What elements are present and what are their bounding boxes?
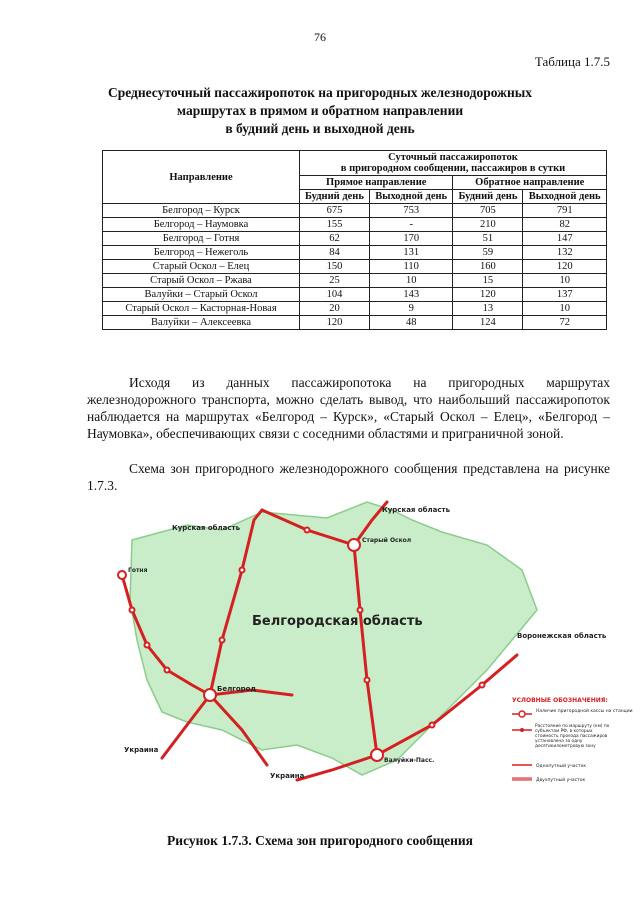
title-line-1: Среднесуточный пассажиропоток на пригородных железнодорожных bbox=[107, 85, 533, 100]
cell-backward-weekday: 124 bbox=[453, 316, 523, 330]
cell-forward-weekend: 110 bbox=[369, 260, 453, 274]
legend-item-distance: Расстояние по маршруту (км) по субъектам РФ, в которых стоимость проезда пассажиров установлена за одну десятикилометровую зону bbox=[535, 724, 610, 749]
belgorod-region-shape bbox=[130, 502, 537, 775]
header-forward-weekday: Будний день bbox=[300, 190, 370, 204]
station-valuyki bbox=[371, 749, 383, 761]
map-legend bbox=[512, 697, 633, 783]
ukraine-left-label: Украина bbox=[124, 746, 159, 754]
cell-backward-weekday: 160 bbox=[453, 260, 523, 274]
title-line-2: маршрутах в прямом и обратном направлении bbox=[176, 103, 464, 118]
cell-direction: Старый Оскол – Касторная-Новая bbox=[103, 302, 300, 316]
cell-forward-weekday: 20 bbox=[300, 302, 370, 316]
header-daily-flow-line-2: в пригородном сообщении, пассажиров в сутки bbox=[340, 163, 566, 174]
header-backward-weekday: Будний день bbox=[453, 190, 523, 204]
cell-forward-weekday: 84 bbox=[300, 246, 370, 260]
passenger-flow-table bbox=[102, 150, 607, 330]
kursk-region-left-label: Курская область bbox=[172, 524, 241, 532]
station-stary-oskol bbox=[348, 539, 360, 551]
cell-forward-weekend: 753 bbox=[369, 204, 453, 218]
header-backward: Обратное направление bbox=[453, 176, 607, 190]
cell-backward-weekend: 82 bbox=[523, 218, 607, 232]
cell-backward-weekday: 51 bbox=[453, 232, 523, 246]
cell-forward-weekend: - bbox=[369, 218, 453, 232]
region-label: Белгородская область bbox=[252, 614, 423, 629]
paragraph-scheme-reference: Схема зон пригородного железнодорожного сообщения представлена на рисунке 1.7.3. bbox=[87, 461, 610, 493]
cell-backward-weekend: 791 bbox=[523, 204, 607, 218]
header-forward: Прямое направление bbox=[300, 176, 453, 190]
cell-forward-weekend: 170 bbox=[369, 232, 453, 246]
cell-direction: Старый Оскол – Ржава bbox=[103, 274, 300, 288]
cell-direction: Валуйки – Алексеевка bbox=[103, 316, 300, 330]
legend-title: УСЛОВНЫЕ ОБОЗНАЧЕНИЯ: bbox=[512, 697, 608, 704]
station-gotnya-label: Готня bbox=[128, 567, 148, 574]
cell-backward-weekend: 137 bbox=[523, 288, 607, 302]
table-row bbox=[103, 302, 607, 316]
figure-caption: Рисунок 1.7.3. Схема зон пригородного сообщения bbox=[167, 833, 473, 848]
cell-forward-weekend: 131 bbox=[369, 246, 453, 260]
cell-backward-weekday: 59 bbox=[453, 246, 523, 260]
cell-backward-weekday: 15 bbox=[453, 274, 523, 288]
cell-forward-weekday: 104 bbox=[300, 288, 370, 302]
cell-backward-weekend: 147 bbox=[523, 232, 607, 246]
cell-backward-weekday: 120 bbox=[453, 288, 523, 302]
cell-direction: Белгород – Наумовка bbox=[103, 218, 300, 232]
cell-direction: Белгород – Курск bbox=[103, 204, 300, 218]
header-daily-flow-line-1: Суточный пассажиропоток bbox=[388, 152, 518, 163]
table-label: Таблица 1.7.5 bbox=[534, 54, 610, 69]
cell-backward-weekday: 210 bbox=[453, 218, 523, 232]
station-valuyki-label: Валуйки-Пасс. bbox=[384, 757, 435, 764]
table-row bbox=[103, 204, 607, 218]
header-direction: Направление bbox=[103, 151, 300, 204]
cell-forward-weekday: 62 bbox=[300, 232, 370, 246]
table-row bbox=[103, 232, 607, 246]
header-daily-flow bbox=[300, 151, 607, 176]
legend-item-single-track: Однопутный участок bbox=[536, 764, 587, 769]
station-gotnya bbox=[118, 571, 126, 579]
cell-forward-weekend: 10 bbox=[369, 274, 453, 288]
cell-direction: Белгород – Готня bbox=[103, 232, 300, 246]
voronezh-region-label: Воронежская область bbox=[517, 632, 607, 640]
cell-direction: Старый Оскол – Елец bbox=[103, 260, 300, 274]
cell-forward-weekend: 48 bbox=[369, 316, 453, 330]
ticket-office-icon bbox=[519, 711, 525, 717]
legend-item-ticket-office bbox=[536, 707, 633, 714]
header-forward-weekend: Выходной день bbox=[369, 190, 453, 204]
legend-item-double-track: Двухпутный участок bbox=[536, 778, 586, 783]
cell-forward-weekday: 155 bbox=[300, 218, 370, 232]
cell-forward-weekday: 120 bbox=[300, 316, 370, 330]
table-row bbox=[103, 218, 607, 232]
cell-forward-weekend: 143 bbox=[369, 288, 453, 302]
cell-backward-weekend: 120 bbox=[523, 260, 607, 274]
table-title bbox=[80, 84, 560, 138]
kursk-region-top-label: Курская область bbox=[382, 506, 451, 514]
paragraph-conclusion: Исходя из данных пассажиропотока на пригородных маршрутах железнодорожного транспорта, можно сделать вывод, что наибольший пассажиропоток наблюдается на маршрутах «Белгород – Курск», «Старый Оскол – Елец», «Белгород – Наумовка», обеспечивающих связи с соседними областями и приграничной зоной. bbox=[87, 375, 610, 441]
table-row bbox=[103, 246, 607, 260]
station-stary-oskol-label: Старый Оскол bbox=[362, 537, 412, 544]
cell-backward-weekday: 705 bbox=[453, 204, 523, 218]
header-backward-weekend: Выходной день bbox=[523, 190, 607, 204]
distance-marker-icon bbox=[520, 728, 524, 732]
table-row bbox=[103, 260, 607, 274]
title-line-3: в будний день и выходной день bbox=[225, 121, 415, 136]
cell-backward-weekend: 10 bbox=[523, 274, 607, 288]
cell-backward-weekend: 10 bbox=[523, 302, 607, 316]
suburban-rail-zone-map bbox=[92, 490, 633, 810]
cell-forward-weekday: 150 bbox=[300, 260, 370, 274]
cell-backward-weekend: 132 bbox=[523, 246, 607, 260]
table-row bbox=[103, 274, 607, 288]
cell-backward-weekend: 72 bbox=[523, 316, 607, 330]
legend-item-ticket-office-text: Наличие пригородной кассы на станции bbox=[536, 709, 633, 714]
page-number: 76 bbox=[314, 30, 326, 44]
table-row bbox=[103, 316, 607, 330]
station-belgorod bbox=[204, 689, 216, 701]
cell-forward-weekday: 675 bbox=[300, 204, 370, 218]
cell-direction: Белгород – Нежеголь bbox=[103, 246, 300, 260]
table-row bbox=[103, 288, 607, 302]
cell-forward-weekday: 25 bbox=[300, 274, 370, 288]
cell-backward-weekday: 13 bbox=[453, 302, 523, 316]
ukraine-bottom-label: Украина bbox=[270, 772, 305, 780]
cell-forward-weekend: 9 bbox=[369, 302, 453, 316]
station-belgorod-label: Белгород bbox=[217, 685, 257, 693]
cell-direction: Валуйки – Старый Оскол bbox=[103, 288, 300, 302]
